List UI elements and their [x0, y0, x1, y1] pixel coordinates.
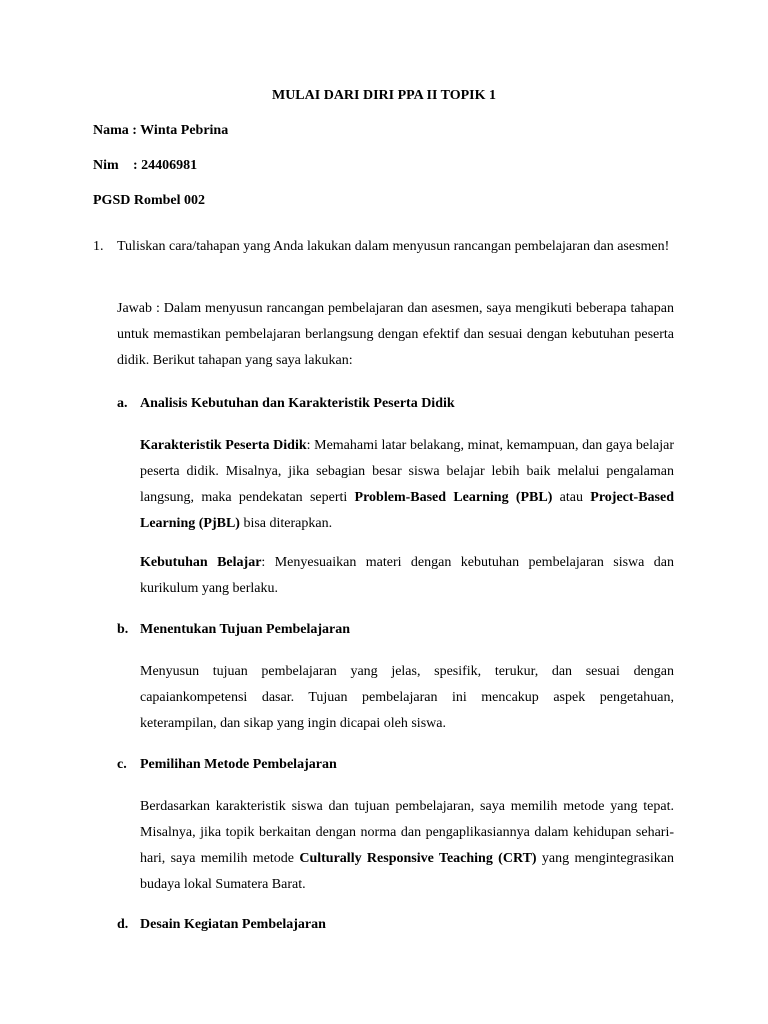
section-b-paragraph: Menyusun tujuan pembelajaran yang jelas, spesifik, terukur, dan sesuai dengan capaiankompetensi dasar. Tujuan pembelajaran ini mencakup aspek pengetahuan, keterampilan, dan sikap yang ingin dicapai oleh siswa. — [140, 664, 674, 731]
section-d-heading — [117, 917, 326, 933]
answer-intro: Jawab : Dalam menyusun rancangan pembelajaran dan asesmen, saya mengikuti beberapa tahapan untuk memastikan pembelajaran berlangsung dengan efektif dan sesuai dengan kebutuhan peserta didik. Berikut tahapan yang saya lakukan: — [117, 301, 674, 368]
section-c-paragraph — [140, 794, 674, 898]
section-b-letter: b. — [117, 622, 129, 637]
section-a-paragraph-1 — [140, 433, 674, 537]
section-a-p1-text2: atau — [552, 490, 591, 505]
section-c-heading — [117, 757, 337, 773]
student-nim — [93, 158, 197, 174]
section-a-paragraph-2 — [140, 550, 674, 602]
section-a-title: Analisis Kebutuhan dan Karakteristik Peserta Didik — [140, 396, 455, 411]
nim-label: Nim — [93, 158, 119, 173]
section-c-text2: yang mengintegrasikan budaya lokal Sumatera Barat. — [140, 851, 674, 892]
section-a-heading — [117, 396, 455, 412]
section-c-letter: c. — [117, 757, 127, 772]
pjbl-term: Project-Based Learning (PjBL) — [140, 490, 674, 531]
section-a-letter: a. — [117, 396, 128, 411]
section-d-title: Desain Kegiatan Pembelajaran — [140, 917, 326, 932]
question-text: Tuliskan cara/tahapan yang Anda lakukan dalam menyusun rancangan pembelajaran dan asesmen! — [117, 239, 670, 254]
student-name: Nama : Winta Pebrina — [93, 123, 229, 138]
section-d-letter: d. — [117, 917, 129, 932]
karakteristik-term: Karakteristik Peserta Didik — [140, 438, 307, 453]
student-rombel: PGSD Rombel 002 — [93, 193, 205, 208]
section-a-p1-text: : Memahami latar belakang, minat, kemampuan, dan gaya belajar peserta didik. Misalnya, jika sebagian besar siswa belajar lebih baik melalui pengalaman langsung, maka pendekatan seperti — [140, 438, 675, 505]
pbl-term: Problem-Based Learning (PBL) — [354, 490, 553, 505]
question-1 — [93, 233, 693, 260]
question-number: 1. — [93, 239, 104, 254]
kebutuhan-term: Kebutuhan Belajar — [140, 555, 262, 570]
nim-value: : 24406981 — [133, 158, 198, 173]
section-a-p2-text: : Menyesuaikan materi dengan kebutuhan pembelajaran siswa dan kurikulum yang berlaku. — [140, 555, 674, 596]
page-title: MULAI DARI DIRI PPA II TOPIK 1 — [271, 88, 497, 103]
section-b-heading — [117, 622, 350, 638]
section-c-title: Pemilihan Metode Pembelajaran — [140, 757, 337, 772]
crt-term: Culturally Responsive Teaching (CRT) — [299, 851, 537, 866]
section-b-title: Menentukan Tujuan Pembelajaran — [140, 622, 351, 637]
section-a-p1-text3: bisa diterapkan. — [239, 516, 333, 531]
section-c-text: Berdasarkan karakteristik siswa dan tujuan pembelajaran, saya memilih metode yang tepat. Misalnya, jika topik berkaitan dengan norma dan pengaplikasiannya dalam kehidupan sehari-hari, saya memilih metode — [140, 799, 674, 866]
